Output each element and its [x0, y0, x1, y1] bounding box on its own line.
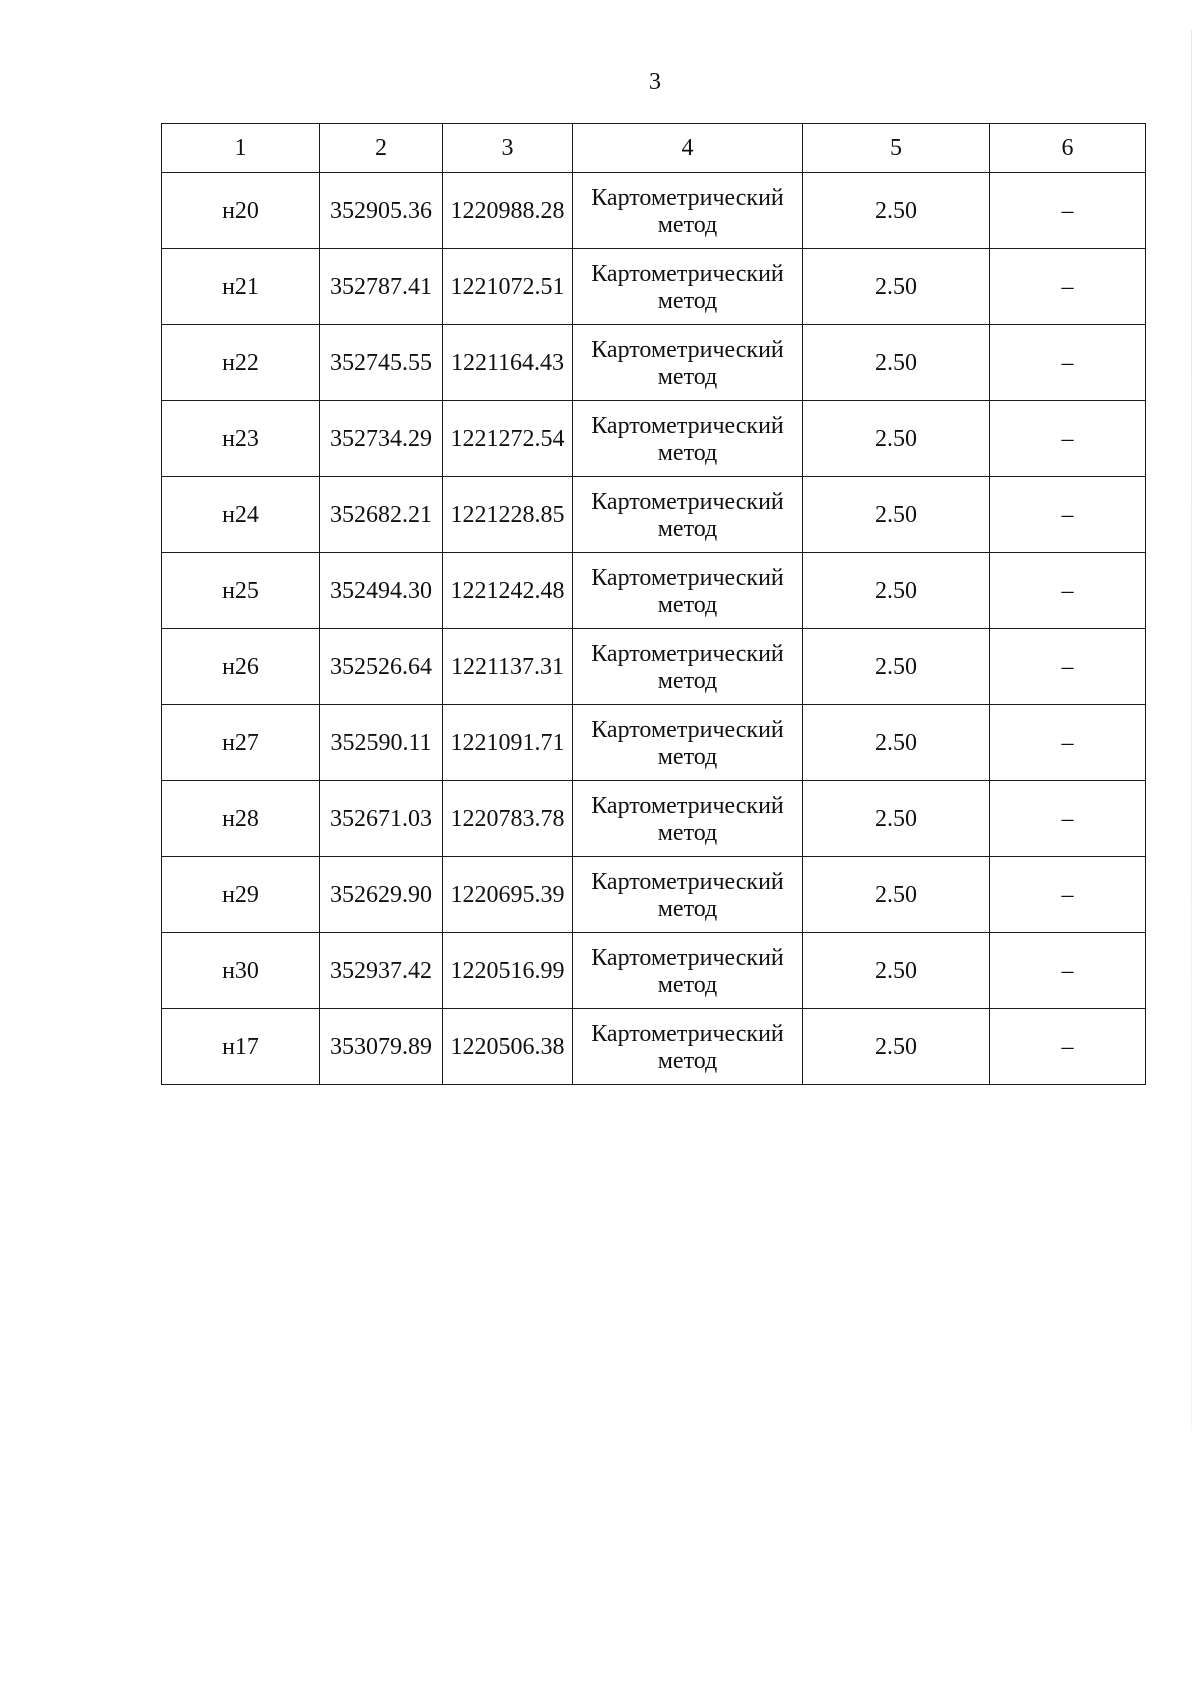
column-header-2: 2 [320, 124, 443, 173]
method-cell [573, 1009, 803, 1085]
method-line-2: метод [657, 971, 718, 998]
accuracy-cell: 2.50 [803, 249, 990, 325]
method-line-2: метод [657, 819, 718, 846]
method-line-1: Картометрический [591, 792, 784, 819]
note-cell: – [990, 705, 1146, 781]
method-cell [573, 477, 803, 553]
table-body [162, 173, 1146, 1085]
method-cell [573, 249, 803, 325]
point-id-cell: н27 [162, 705, 320, 781]
method-line-2: метод [657, 211, 718, 238]
x-coordinate-cell: 352905.36 [320, 173, 443, 249]
accuracy-cell: 2.50 [803, 477, 990, 553]
method-line-1: Картометрический [591, 336, 784, 363]
table-row [162, 629, 1146, 705]
method-line-2: метод [657, 895, 718, 922]
method-line-2: метод [657, 591, 718, 618]
table-row [162, 477, 1146, 553]
method-line-1: Картометрический [591, 868, 784, 895]
y-coordinate-cell: 1220516.99 [443, 933, 573, 1009]
note-cell: – [990, 477, 1146, 553]
method-line-1: Картометрический [591, 564, 784, 591]
accuracy-cell: 2.50 [803, 857, 990, 933]
accuracy-cell: 2.50 [803, 1009, 990, 1085]
method-cell [573, 629, 803, 705]
column-header-4: 4 [573, 124, 803, 173]
accuracy-cell: 2.50 [803, 933, 990, 1009]
note-cell: – [990, 249, 1146, 325]
table-row [162, 553, 1146, 629]
method-line-1: Картометрический [591, 640, 784, 667]
column-header-5: 5 [803, 124, 990, 173]
note-cell: – [990, 553, 1146, 629]
point-id-cell: н30 [162, 933, 320, 1009]
y-coordinate-cell: 1220783.78 [443, 781, 573, 857]
x-coordinate-cell: 352734.29 [320, 401, 443, 477]
method-cell [573, 325, 803, 401]
note-cell: – [990, 629, 1146, 705]
point-id-cell: н28 [162, 781, 320, 857]
method-line-1: Картометрический [591, 184, 784, 211]
method-line-2: метод [657, 667, 718, 694]
x-coordinate-cell: 352590.11 [320, 705, 443, 781]
coordinates-table [161, 123, 1146, 1085]
table-row [162, 857, 1146, 933]
x-coordinate-cell: 352526.64 [320, 629, 443, 705]
method-cell [573, 857, 803, 933]
method-line-1: Картометрический [591, 260, 784, 287]
method-line-2: метод [657, 287, 718, 314]
note-cell: – [990, 1009, 1146, 1085]
accuracy-cell: 2.50 [803, 325, 990, 401]
method-cell [573, 173, 803, 249]
method-cell [573, 933, 803, 1009]
table-row [162, 781, 1146, 857]
note-cell: – [990, 401, 1146, 477]
point-id-cell: н25 [162, 553, 320, 629]
column-header-1: 1 [162, 124, 320, 173]
method-cell [573, 401, 803, 477]
point-id-cell: н17 [162, 1009, 320, 1085]
column-header-3: 3 [443, 124, 573, 173]
table-header-row [162, 124, 1146, 173]
method-line-1: Картометрический [591, 944, 784, 971]
table-row [162, 401, 1146, 477]
x-coordinate-cell: 352937.42 [320, 933, 443, 1009]
method-cell [573, 781, 803, 857]
y-coordinate-cell: 1220988.28 [443, 173, 573, 249]
method-line-1: Картометрический [591, 716, 784, 743]
note-cell: – [990, 173, 1146, 249]
note-cell: – [990, 857, 1146, 933]
method-line-2: метод [657, 515, 718, 542]
point-id-cell: н29 [162, 857, 320, 933]
accuracy-cell: 2.50 [803, 553, 990, 629]
x-coordinate-cell: 353079.89 [320, 1009, 443, 1085]
table-row [162, 1009, 1146, 1085]
page-number: 3 [649, 69, 661, 95]
x-coordinate-cell: 352787.41 [320, 249, 443, 325]
y-coordinate-cell: 1221137.31 [443, 629, 573, 705]
x-coordinate-cell: 352671.03 [320, 781, 443, 857]
x-coordinate-cell: 352745.55 [320, 325, 443, 401]
method-cell [573, 705, 803, 781]
point-id-cell: н26 [162, 629, 320, 705]
point-id-cell: н23 [162, 401, 320, 477]
y-coordinate-cell: 1221228.85 [443, 477, 573, 553]
method-line-1: Картометрический [591, 488, 784, 515]
method-line-2: метод [657, 743, 718, 770]
method-line-2: метод [657, 363, 718, 390]
method-cell [573, 553, 803, 629]
method-line-1: Картометрический [591, 1020, 784, 1047]
accuracy-cell: 2.50 [803, 401, 990, 477]
y-coordinate-cell: 1220695.39 [443, 857, 573, 933]
point-id-cell: н22 [162, 325, 320, 401]
point-id-cell: н24 [162, 477, 320, 553]
note-cell: – [990, 933, 1146, 1009]
accuracy-cell: 2.50 [803, 173, 990, 249]
method-line-2: метод [657, 1047, 718, 1074]
table-row [162, 325, 1146, 401]
y-coordinate-cell: 1221072.51 [443, 249, 573, 325]
accuracy-cell: 2.50 [803, 629, 990, 705]
y-coordinate-cell: 1221091.71 [443, 705, 573, 781]
table-row [162, 249, 1146, 325]
table-row [162, 705, 1146, 781]
y-coordinate-cell: 1221164.43 [443, 325, 573, 401]
note-cell: – [990, 325, 1146, 401]
y-coordinate-cell: 1220506.38 [443, 1009, 573, 1085]
x-coordinate-cell: 352682.21 [320, 477, 443, 553]
point-id-cell: н20 [162, 173, 320, 249]
table-row [162, 933, 1146, 1009]
accuracy-cell: 2.50 [803, 705, 990, 781]
x-coordinate-cell: 352629.90 [320, 857, 443, 933]
point-id-cell: н21 [162, 249, 320, 325]
y-coordinate-cell: 1221272.54 [443, 401, 573, 477]
column-header-6: 6 [990, 124, 1146, 173]
note-cell: – [990, 781, 1146, 857]
method-line-2: метод [657, 439, 718, 466]
accuracy-cell: 2.50 [803, 781, 990, 857]
method-line-1: Картометрический [591, 412, 784, 439]
y-coordinate-cell: 1221242.48 [443, 553, 573, 629]
table-row [162, 173, 1146, 249]
x-coordinate-cell: 352494.30 [320, 553, 443, 629]
scan-edge-line [1191, 30, 1192, 1430]
